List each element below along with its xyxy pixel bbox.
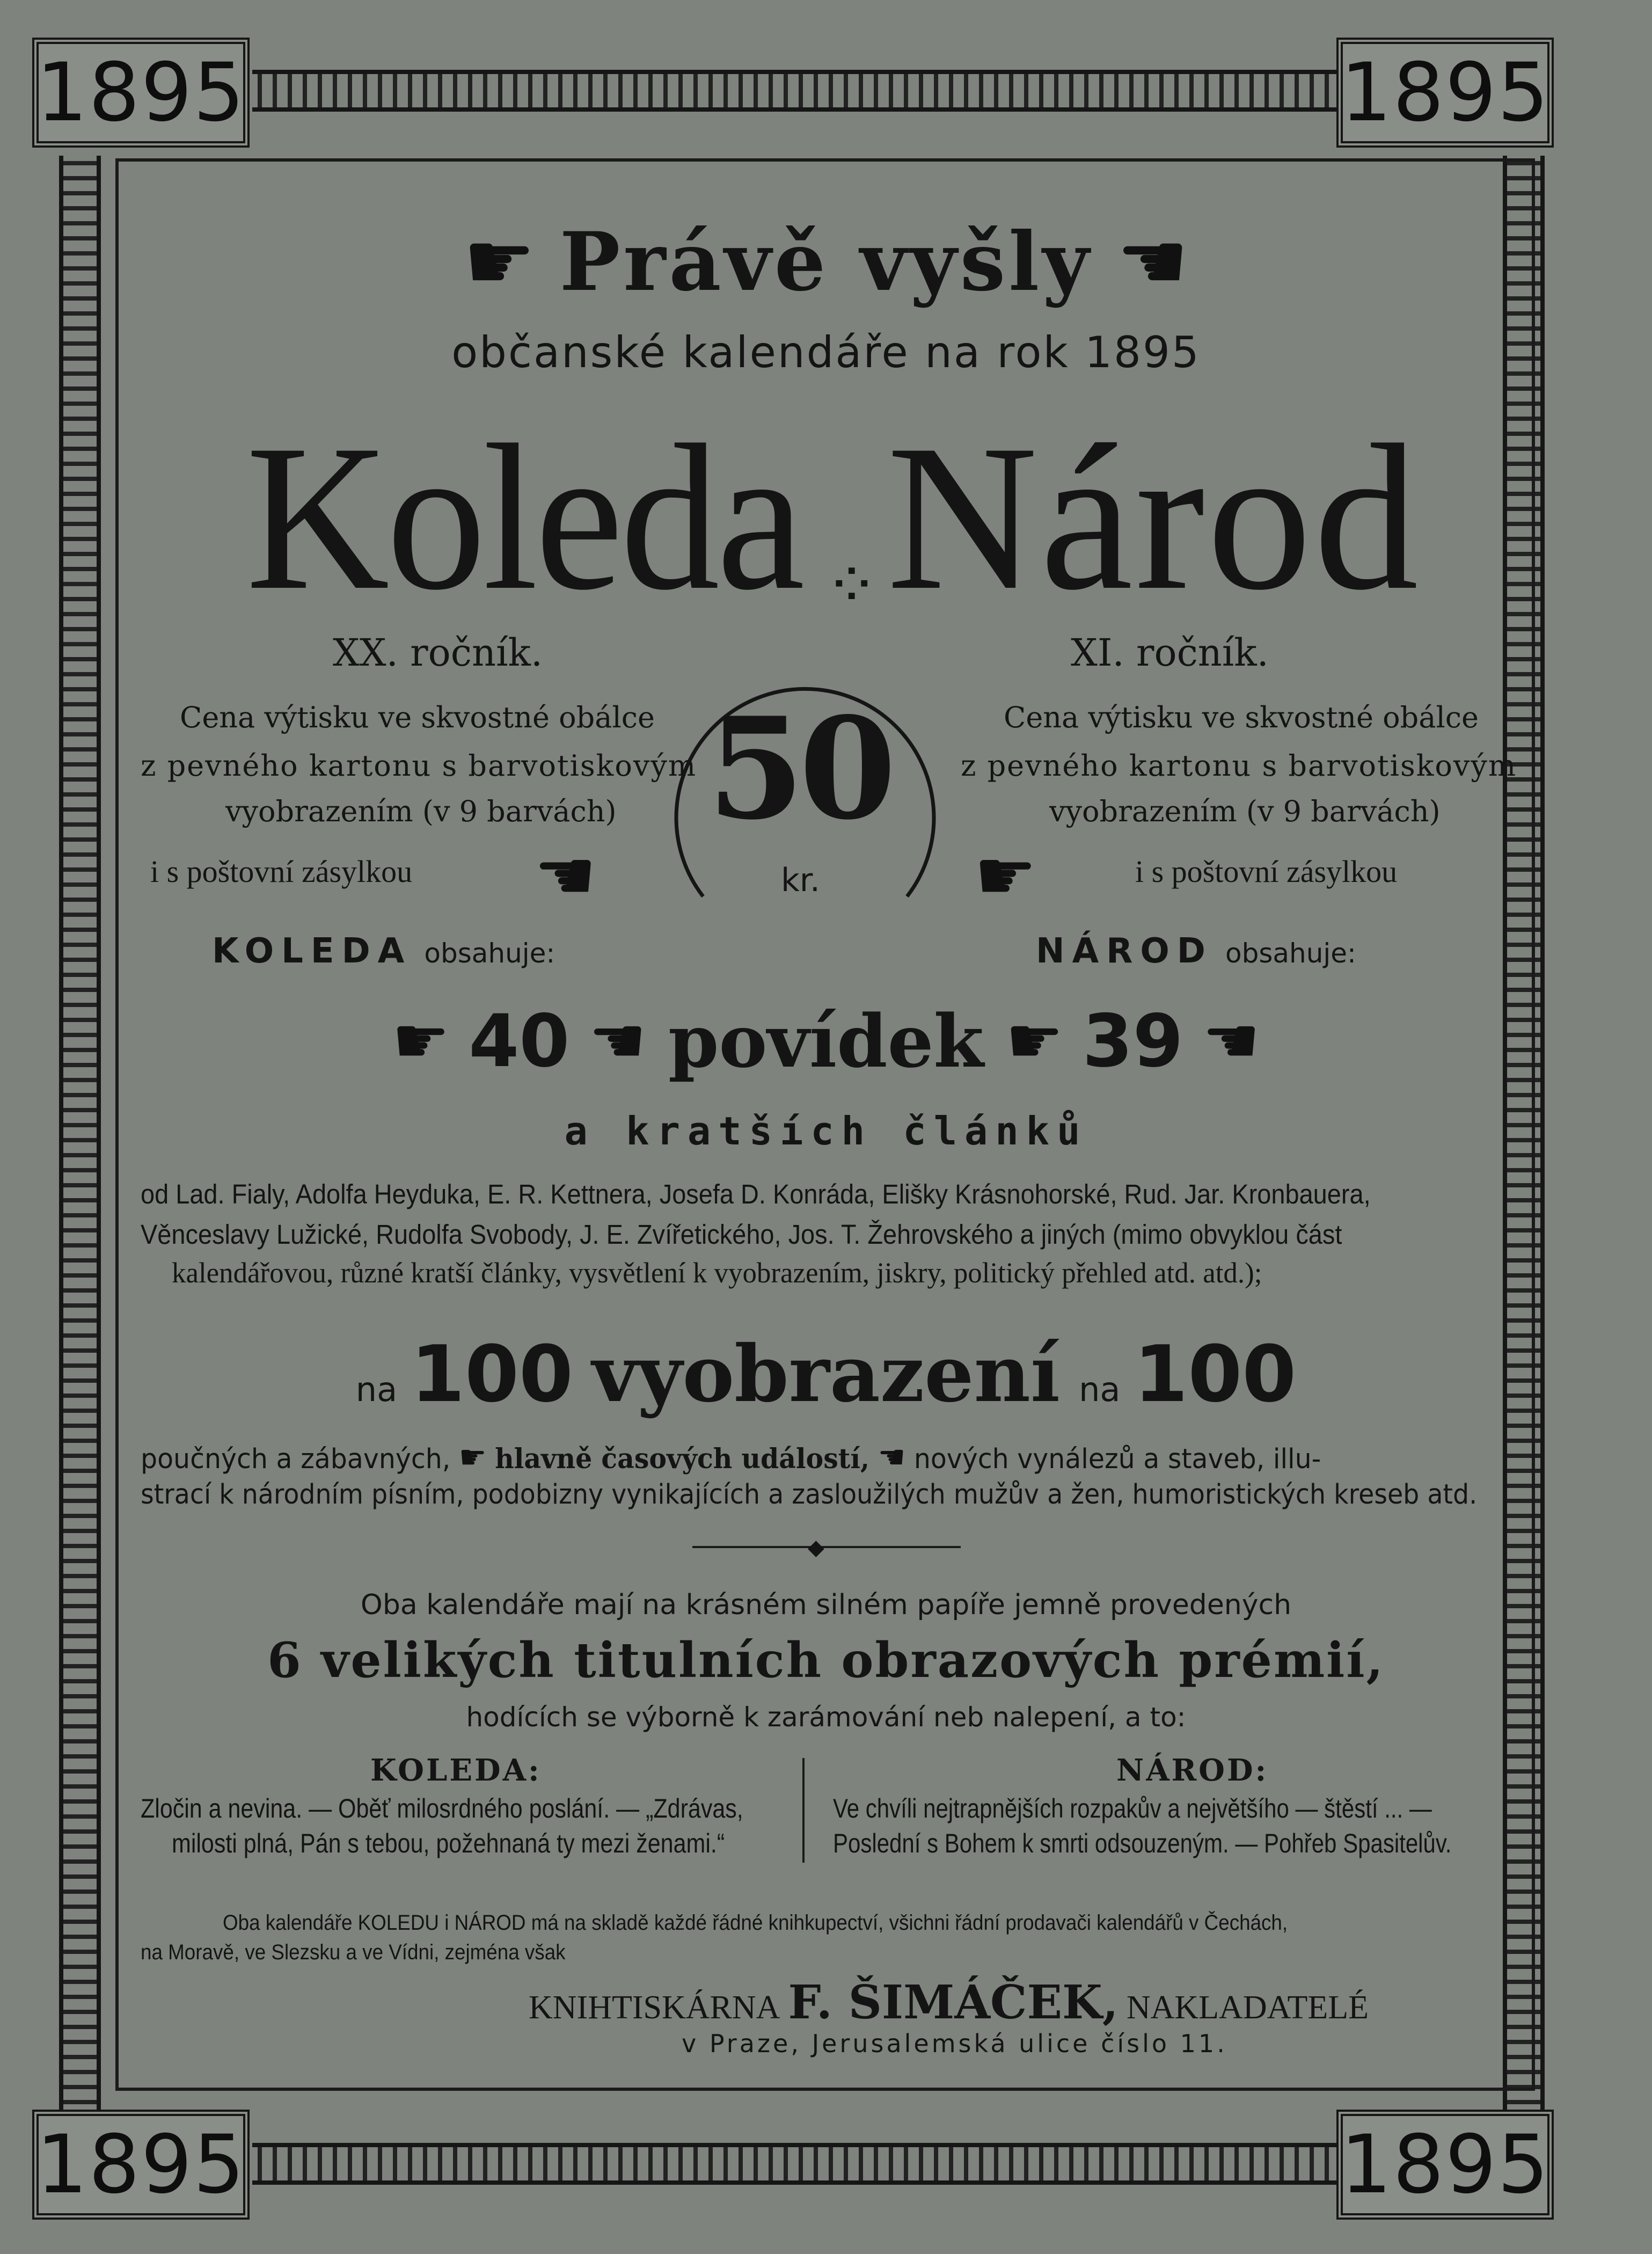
premiums-intro: Oba kalendáře mají na krásném silném papíře jemně provedených bbox=[360, 1589, 1292, 1621]
narod-contents-name: NÁROD bbox=[1036, 931, 1213, 971]
stories-subline: a kratších článků bbox=[564, 1108, 1088, 1154]
premiums-right-title: NÁROD: bbox=[1116, 1753, 1269, 1788]
narod-contents-label: obsahuje: bbox=[1225, 938, 1356, 969]
illustrations-count-2: 100 bbox=[1134, 1329, 1297, 1420]
narod-name: Národ bbox=[887, 402, 1421, 633]
bottom-border-band bbox=[252, 2143, 1336, 2185]
pointing-hand-right-icon: ☛ bbox=[392, 1004, 450, 1078]
footer-line-2: na Moravě, ve Slezsku a ve Vídni, zejména však bbox=[141, 1941, 566, 1964]
authors-line-2: Věnceslavy Lužické, Rudolfa Svobody, J. E. Zvířetického, Jos. T. Žehrovského a jiných (mimo obvyklou část bbox=[141, 1219, 1342, 1250]
corner-year-bottom-left: 1895 bbox=[32, 2110, 250, 2220]
right-price-line-3: vyobrazením (v 9 barvách) bbox=[1049, 794, 1441, 828]
premiums-right-line-1: Ve chvíli nejtrapnějších rozpakův a největšího — štěstí ... — bbox=[833, 1793, 1432, 1823]
left-price-line-1: Cena výtisku ve skvostné obálce bbox=[180, 701, 655, 734]
right-year: XI. ročník. bbox=[1071, 631, 1269, 675]
left-price-line-2: z pevného kartonu s barvotiskovým bbox=[141, 749, 697, 783]
left-price-line-4: i s poštovní zásylkou bbox=[150, 854, 413, 889]
premiums-left-title: KOLEDA: bbox=[370, 1753, 542, 1788]
corner-year-top-left: 1895 bbox=[32, 38, 250, 148]
authors-line-1: od Lad. Fialy, Adolfa Heyduka, E. R. Kettnera, Josefa D. Konráda, Elišky Krásnohorské, Rud. Jar. Kronbauera, bbox=[141, 1179, 1371, 1209]
pointing-hand-left-icon: ☚ bbox=[1202, 1004, 1260, 1078]
subtitle: občanské kalendáře na rok 1895 bbox=[451, 327, 1201, 377]
calendar-names bbox=[0, 397, 1652, 633]
page-title: Právě vyšly bbox=[559, 215, 1093, 309]
printer-c: NAKLADATELÉ bbox=[1126, 1989, 1369, 2026]
koleda-contents-label: obsahuje: bbox=[424, 938, 555, 969]
narod-story-count: 39 bbox=[1082, 999, 1183, 1083]
printer-address: v Praze, Jerusalemská ulice číslo 11. bbox=[682, 2029, 1227, 2058]
illustrations-desc-line-1 bbox=[141, 1439, 1321, 1476]
diamond-ornament-icon: ◆ bbox=[808, 1535, 824, 1560]
pointing-hand-right-icon: ☛ bbox=[974, 835, 1037, 916]
premiums-headline: 6 velikých titulních obrazových prémií, bbox=[267, 1632, 1385, 1689]
stories-row bbox=[0, 998, 1652, 1084]
premiums-left-line-2: milosti plná, Pán s tebou, požehnaná ty mezi ženami.“ bbox=[172, 1828, 725, 1858]
title-row bbox=[0, 215, 1652, 309]
pointing-hand-left-icon: ☚ bbox=[1116, 215, 1189, 309]
footer-line-1: Oba kalendáře KOLEDU i NÁROD má na skladě každé řádné knihkupectví, všichni řádní prodavači kalendářů v Čechách, bbox=[223, 1911, 1288, 1935]
right-price-line-1: Cena výtisku ve skvostné obálce bbox=[1004, 701, 1479, 734]
illustrations-desc-a: poučných a zábavných, bbox=[141, 1443, 451, 1475]
authors-line-3: kalendářovou, různé kratší články, vysvětlení k vyobrazením, jiskry, politický přehled atd. atd.); bbox=[172, 1257, 1262, 1289]
pointing-hand-right-icon: ☛ bbox=[1005, 1004, 1064, 1078]
left-price-line-3: vyobrazením (v 9 barvách) bbox=[225, 794, 617, 828]
corner-year-bottom-right: 1895 bbox=[1336, 2110, 1554, 2220]
section-divider bbox=[692, 1546, 961, 1548]
printer-b: F. ŠIMÁČEK, bbox=[788, 1975, 1119, 2030]
illustrations-desc-b: hlavně časových událostí, bbox=[495, 1443, 870, 1475]
illustrations-desc-line-2: strací k národním písním, podobizny vynikajících a zasloužilých mužův a žen, humoristických kreseb atd. bbox=[141, 1479, 1478, 1511]
printer-line bbox=[529, 1975, 1369, 2030]
stories-word: povídek bbox=[668, 998, 984, 1084]
illustrations-na-2: na bbox=[1079, 1370, 1121, 1409]
koleda-contents-name: KOLEDA bbox=[212, 931, 412, 971]
premiums-sub: hodících se výborně k zarámování neb nalepení, a to: bbox=[466, 1702, 1186, 1733]
printer-a: KNIHTISKÁRNA bbox=[529, 1989, 780, 2026]
diamond-ornament-icon: ⁘ bbox=[824, 548, 879, 623]
pointing-hand-right-icon: ☛ bbox=[458, 1439, 487, 1476]
top-border-band bbox=[252, 70, 1336, 112]
pointing-hand-left-icon: ☚ bbox=[588, 1004, 647, 1078]
column-divider bbox=[802, 1758, 805, 1863]
illustrations-desc-c: nových vynálezů a staveb, illu- bbox=[913, 1443, 1321, 1475]
illustrations-row bbox=[0, 1329, 1652, 1420]
pointing-hand-left-icon: ☚ bbox=[534, 835, 597, 916]
corner-year-top-right: 1895 bbox=[1336, 38, 1554, 148]
koleda-name: Koleda bbox=[246, 402, 802, 633]
koleda-story-count: 40 bbox=[469, 999, 570, 1083]
pointing-hand-left-icon: ☚ bbox=[878, 1439, 906, 1476]
price-unit: kr. bbox=[781, 862, 820, 899]
illustrations-word: vyobrazení bbox=[591, 1329, 1061, 1420]
left-year: XX. ročník. bbox=[333, 631, 543, 675]
premiums-right-line-2: Poslední s Bohem k smrti odsouzeným. — Pohřeb Spasitelův. bbox=[833, 1828, 1452, 1858]
koleda-contents bbox=[212, 931, 555, 971]
premiums-left-line-1: Zločin a nevina. — Oběť milosrdného poslání. — „Zdrávas, bbox=[141, 1793, 743, 1823]
price-amount: 50 bbox=[707, 687, 891, 851]
narod-contents bbox=[1036, 931, 1356, 971]
right-price-line-2: z pevného kartonu s barvotiskovým bbox=[961, 749, 1517, 783]
illustrations-na-1: na bbox=[355, 1370, 398, 1409]
right-price-line-4: i s poštovní zásylkou bbox=[1135, 854, 1398, 889]
illustrations-count-1: 100 bbox=[411, 1329, 573, 1420]
pointing-hand-right-icon: ☛ bbox=[463, 215, 536, 309]
